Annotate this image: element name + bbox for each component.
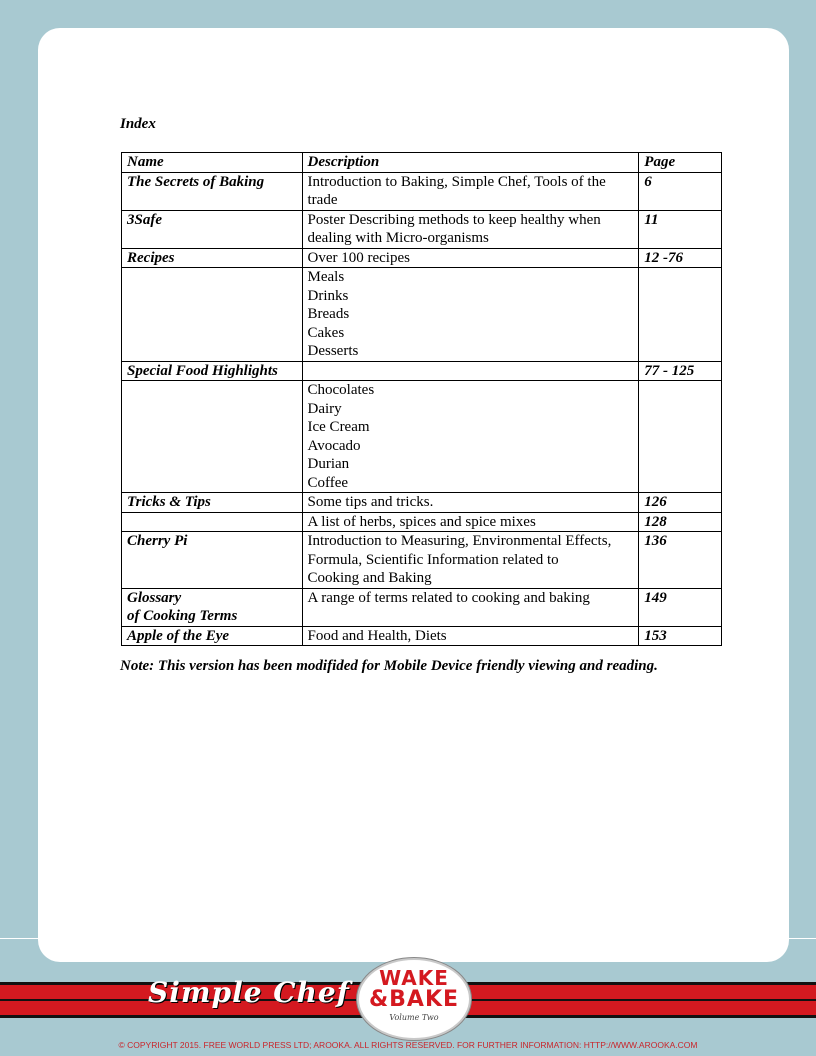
copyright-text: © COPYRIGHT 2015. FREE WORLD PRESS LTD; AROOKA. ALL RIGHTS RESERVED. FOR FURTHER INFORMATION: HTTP://WWW.AROOKA.COM xyxy=(118,1040,698,1050)
cell-name xyxy=(122,172,303,210)
table-row xyxy=(122,532,722,589)
cell-description xyxy=(302,588,639,626)
cell-description-line: Formula, Scientific Information related to xyxy=(307,551,559,568)
cell-page: 136 xyxy=(639,532,722,589)
cell-page: 77 - 125 xyxy=(639,361,722,381)
cell-name xyxy=(122,532,303,589)
cell-description xyxy=(302,512,639,532)
brand-logo: Simple Chef xyxy=(148,976,350,1009)
right-rule xyxy=(789,938,816,939)
table-row xyxy=(122,248,722,268)
cell-page: 126 xyxy=(639,493,722,513)
cell-description-line: Chocolates xyxy=(307,382,375,398)
cell-description-line: Cooking and Baking xyxy=(307,570,432,586)
table-row xyxy=(122,268,722,362)
cell-description xyxy=(302,532,639,589)
table-row xyxy=(122,381,722,493)
cell-description-line: Desserts xyxy=(307,343,359,359)
cell-name xyxy=(122,361,303,381)
cell-description xyxy=(302,626,639,646)
badge-line-1: WAKE xyxy=(379,966,449,990)
cell-description xyxy=(302,381,639,493)
table-header-row xyxy=(122,153,722,173)
cell-page: 153 xyxy=(639,626,722,646)
cell-description-line: Breads xyxy=(307,306,350,322)
cell-description-line: Durian xyxy=(307,456,350,472)
cell-description-line: A range of terms related to cooking and baking xyxy=(307,589,590,606)
cell-description xyxy=(302,493,639,513)
cell-name-line: The Secrets of Baking xyxy=(127,173,265,190)
table-row xyxy=(122,493,722,513)
cell-page xyxy=(639,268,722,362)
cell-description-line: Poster Describing methods to keep healthy when xyxy=(307,211,601,228)
cell-name xyxy=(122,268,303,362)
cell-name-line: Apple of the Eye xyxy=(127,627,230,644)
cell-description-line: Some tips and tricks. xyxy=(307,494,434,510)
cell-page: 149 xyxy=(639,588,722,626)
cell-description-line: Introduction to Baking, Simple Chef, Tools of the xyxy=(307,173,606,190)
table-row xyxy=(122,361,722,381)
cell-name xyxy=(122,493,303,513)
cell-name-line: of Cooking Terms xyxy=(127,608,238,624)
wake-bake-badge xyxy=(357,958,471,1040)
header-description: Description xyxy=(302,153,639,173)
cell-name xyxy=(122,210,303,248)
cell-page: 128 xyxy=(639,512,722,532)
index-heading: Index xyxy=(120,116,156,132)
cell-name xyxy=(122,512,303,532)
cell-name-line: 3Safe xyxy=(127,211,162,228)
cell-name-line: Cherry Pi xyxy=(127,533,188,549)
table-row xyxy=(122,588,722,626)
cell-description-line: Introduction to Measuring, Environmental Effects, xyxy=(307,533,612,549)
index-table xyxy=(121,152,722,646)
cell-description xyxy=(302,172,639,210)
cell-description-line: Over 100 recipes xyxy=(307,249,410,266)
note-text: Note: This version has been modifided for Mobile Device friendly viewing and reading. xyxy=(120,658,658,674)
cell-name xyxy=(122,248,303,268)
cell-name-line: Tricks & Tips xyxy=(127,494,211,510)
cell-description-line: Dairy xyxy=(307,400,342,417)
cell-name-line: Recipes xyxy=(127,249,175,266)
cell-description xyxy=(302,361,639,381)
cell-description xyxy=(302,248,639,268)
header-page: Page xyxy=(639,153,722,173)
cell-description-line: trade xyxy=(307,192,338,208)
cell-name xyxy=(122,588,303,626)
cell-description-line: Drinks xyxy=(307,287,349,304)
cell-description xyxy=(302,268,639,362)
cell-description xyxy=(302,210,639,248)
cell-name xyxy=(122,626,303,646)
cell-description-line: Cakes xyxy=(307,324,345,341)
cell-description-line: Coffee xyxy=(307,474,349,491)
cell-page xyxy=(639,381,722,493)
left-rule xyxy=(0,938,38,939)
badge-line-3: Volume Two xyxy=(389,1013,439,1022)
table-row xyxy=(122,210,722,248)
cell-page: 6 xyxy=(639,172,722,210)
cell-description-line: dealing with Micro-organisms xyxy=(307,230,489,246)
cell-name-line: Special Food Highlights xyxy=(127,362,278,379)
cell-name xyxy=(122,381,303,493)
header-name: Name xyxy=(122,153,303,173)
table-row xyxy=(122,512,722,532)
table-row xyxy=(122,172,722,210)
cell-description-line: Meals xyxy=(307,269,345,285)
cell-description-line: Food and Health, Diets xyxy=(307,627,447,644)
table-row xyxy=(122,626,722,646)
cell-page: 11 xyxy=(639,210,722,248)
cell-description-line: Avocado xyxy=(307,437,361,454)
badge-line-2: &BAKE xyxy=(368,987,460,1012)
cell-description-line: Ice Cream xyxy=(307,419,370,435)
cell-page: 12 -76 xyxy=(639,248,722,268)
table-body xyxy=(122,172,722,646)
cell-name-line: Glossary xyxy=(127,589,182,606)
cell-description-line: A list of herbs, spices and spice mixes xyxy=(307,513,536,530)
